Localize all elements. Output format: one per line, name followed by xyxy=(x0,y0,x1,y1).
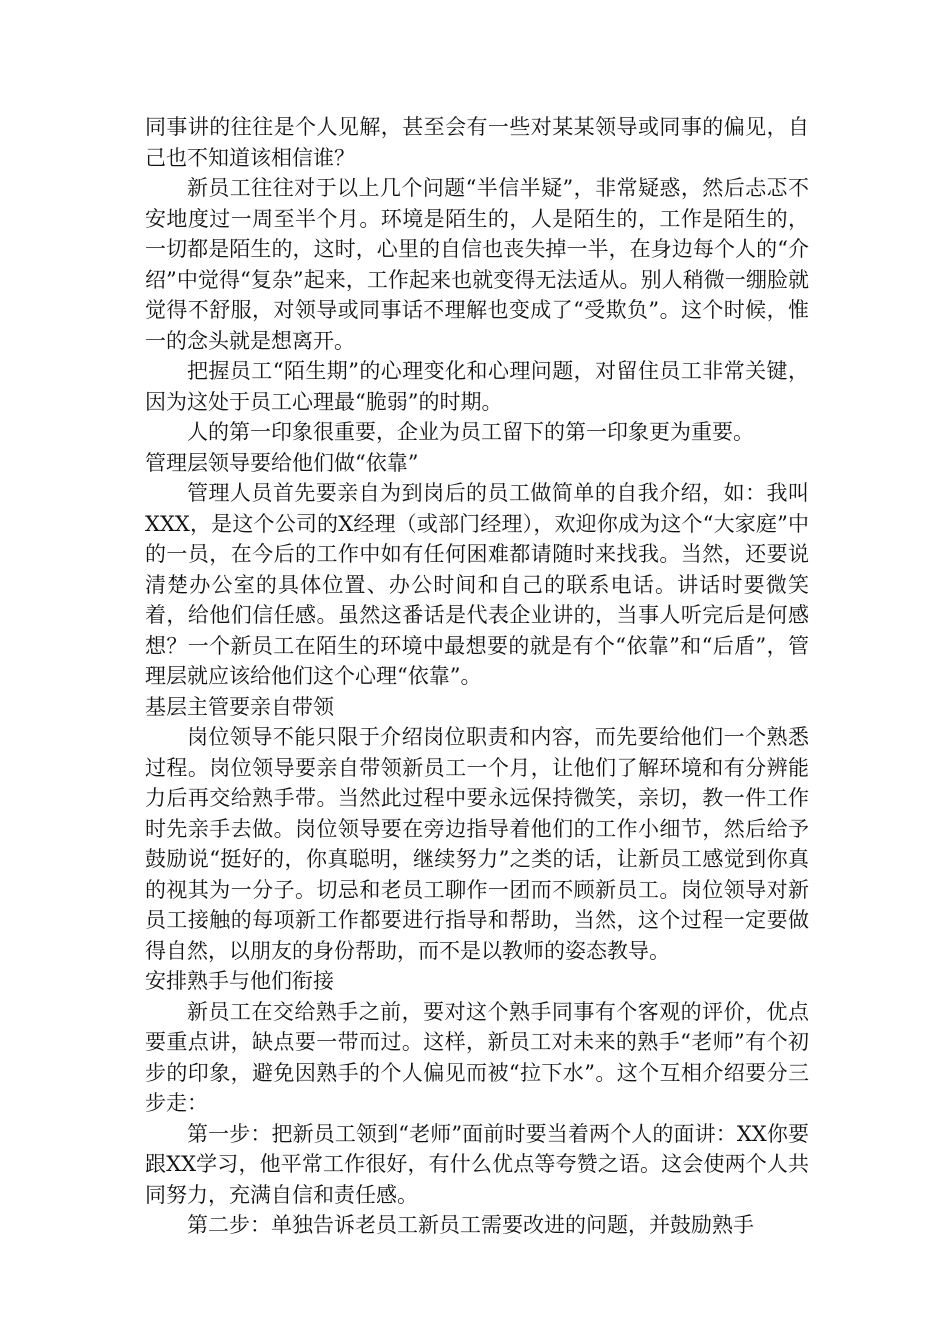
paragraph: 第二步：单独告诉老员工新员工需要改进的问题，并鼓励熟手 xyxy=(187,1213,754,1237)
paragraph: 管理人员首先要亲自为到岗后的员工做简单的自我介绍，如：我叫XXX，是这个公司的X经理（或部门经理），欢迎你成为这个“大家庭”中的一员，在今后的工作中如有任何困难都请随时来找我。当然，还要说清楚办公室的具体位置、办公时间和自己的联系电话。讲话时要微笑着，给他们信任感。虽然这番话是代表企业讲的，当事人听完后是何感想？一个新员工在陌生的环境中最想要的就是有个“依靠”和“后盾”，管理层就应该给他们这个心理“依靠”。 xyxy=(145,481,809,688)
paragraph: 人的第一印象很重要，企业为员工留下的第一印象更为重要。 xyxy=(187,420,754,444)
paragraph: 同事讲的往往是个人见解，甚至会有一些对某某领导或同事的偏见，自己也不知道该相信谁？ xyxy=(145,115,809,170)
document-page xyxy=(145,112,809,1241)
section-heading: 安排熟手与他们衔接 xyxy=(145,969,334,993)
section-heading: 基层主管要亲自带领 xyxy=(145,694,334,719)
paragraph: 把握员工“陌生期”的心理变化和心理问题，对留住员工非常关键，因为这处于员工心理最“脆弱”的时期。 xyxy=(145,359,809,414)
section-heading: 管理层领导要给他们做“依靠” xyxy=(145,450,419,475)
paragraph: 岗位领导不能只限于介绍岗位职责和内容，而先要给他们一个熟悉过程。岗位领导要亲自带领新员工一个月，让他们了解环境和有分辨能力后再交给熟手带。当然此过程中要永远保持微笑，亲切，教一件工作时先亲手去做。岗位领导要在旁边指导着他们的工作小细节，然后给予鼓励说“挺好的，你真聪明，继续努力”之类的话，让新员工感觉到你真的视其为一分子。切忌和老员工聊作一团而不顾新员工。岗位领导对新员工接触的每项新工作都要进行指导和帮助，当然，这个过程一定要做得自然，以朋友的身份帮助，而不是以教师的姿态教导。 xyxy=(145,725,809,963)
paragraph: 新员工在交给熟手之前，要对这个熟手同事有个客观的评价，优点要重点讲，缺点要一带而过。这样，新员工对未来的熟手“老师”有个初步的印象，避免因熟手的个人偏见而被“拉下水”。这个互相介绍要分三步走： xyxy=(145,999,809,1115)
paragraph: 新员工往往对于以上几个问题“半信半疑”，非常疑惑，然后忐忑不安地度过一周至半个月。环境是陌生的，人是陌生的，工作是陌生的，一切都是陌生的，这时，心里的自信也丧失掉一半，在身边每个人的“介绍”中觉得“复杂”起来，工作起来也就变得无法适从。别人稍微一绷脸就觉得不舒服，对领导或同事话不理解也变成了“受欺负”。这个时候，惟一的念头就是想离开。 xyxy=(145,176,809,353)
paragraph: 第一步：把新员工领到“老师”面前时要当着两个人的面讲：XX你要跟XX学习，他平常工作很好，有什么优点等夸赞之语。这会使两个人共同努力，充满自信和责任感。 xyxy=(145,1121,809,1207)
